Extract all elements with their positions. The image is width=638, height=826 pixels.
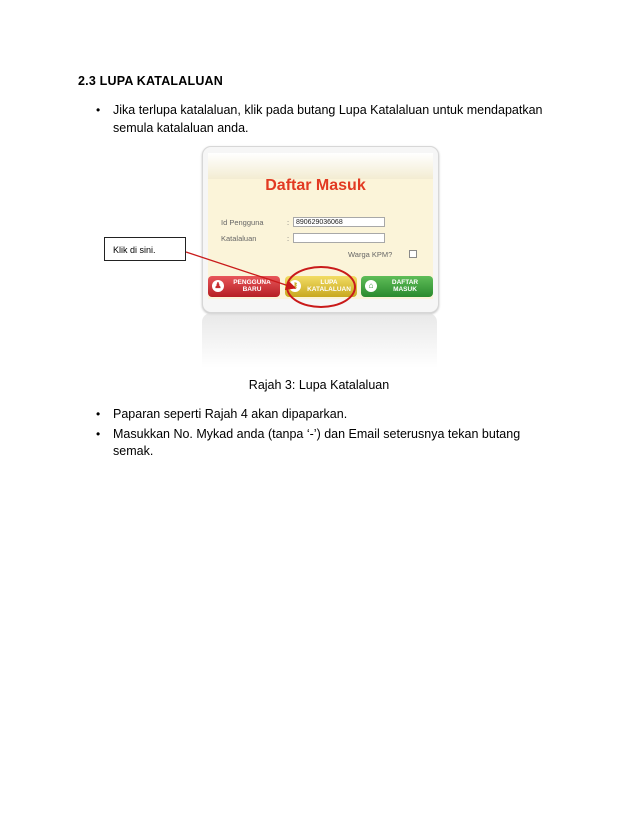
home-icon: ⌂ <box>365 280 377 292</box>
bullet-icon: • <box>96 426 101 441</box>
bullet-list-bottom <box>78 406 558 463</box>
bullet-text-line1: Paparan seperti Rajah 4 akan dipaparkan. <box>113 407 348 421</box>
form-title: Daftar Masuk <box>265 177 366 194</box>
bullet-text-line2: semak. <box>113 444 154 458</box>
kpm-label: Warga KPM? <box>348 250 393 259</box>
bullet-icon: • <box>96 407 101 421</box>
callout-box: Klik di sini. <box>104 237 186 261</box>
section-heading: 2.3 LUPA KATALALUAN <box>78 74 223 88</box>
pengguna-baru-button[interactable]: ♟ PENGGUNA BARU <box>208 276 280 297</box>
list-item <box>78 426 558 461</box>
id-label: Id Pengguna <box>221 218 264 227</box>
bullet-icon: • <box>96 103 101 117</box>
bullet-text-line2: semula katalaluan anda. <box>113 120 249 135</box>
id-colon: : <box>287 218 290 227</box>
id-input[interactable]: 890629036068 <box>293 217 385 227</box>
user-icon: ♟ <box>212 280 224 292</box>
password-label: Katalaluan <box>221 234 257 243</box>
lupa-katalaluan-button[interactable]: ⚷ LUPA KATALALUAN <box>285 276 357 297</box>
key-icon: ⚷ <box>289 280 301 292</box>
password-colon: : <box>287 234 290 243</box>
bullet-text-line1: Masukkan No. Mykad anda (tanpa ‘-’) dan Email seterusnya tekan butang <box>113 426 521 441</box>
figure-caption: Rajah 3: Lupa Katalaluan <box>248 378 390 392</box>
bullet-text-line1: Jika terlupa katalaluan, klik pada butang Lupa Katalaluan untuk mendapatkan <box>113 103 543 117</box>
list-item <box>78 406 558 424</box>
daftar-masuk-button[interactable]: ⌂ DAFTAR MASUK <box>361 276 433 297</box>
